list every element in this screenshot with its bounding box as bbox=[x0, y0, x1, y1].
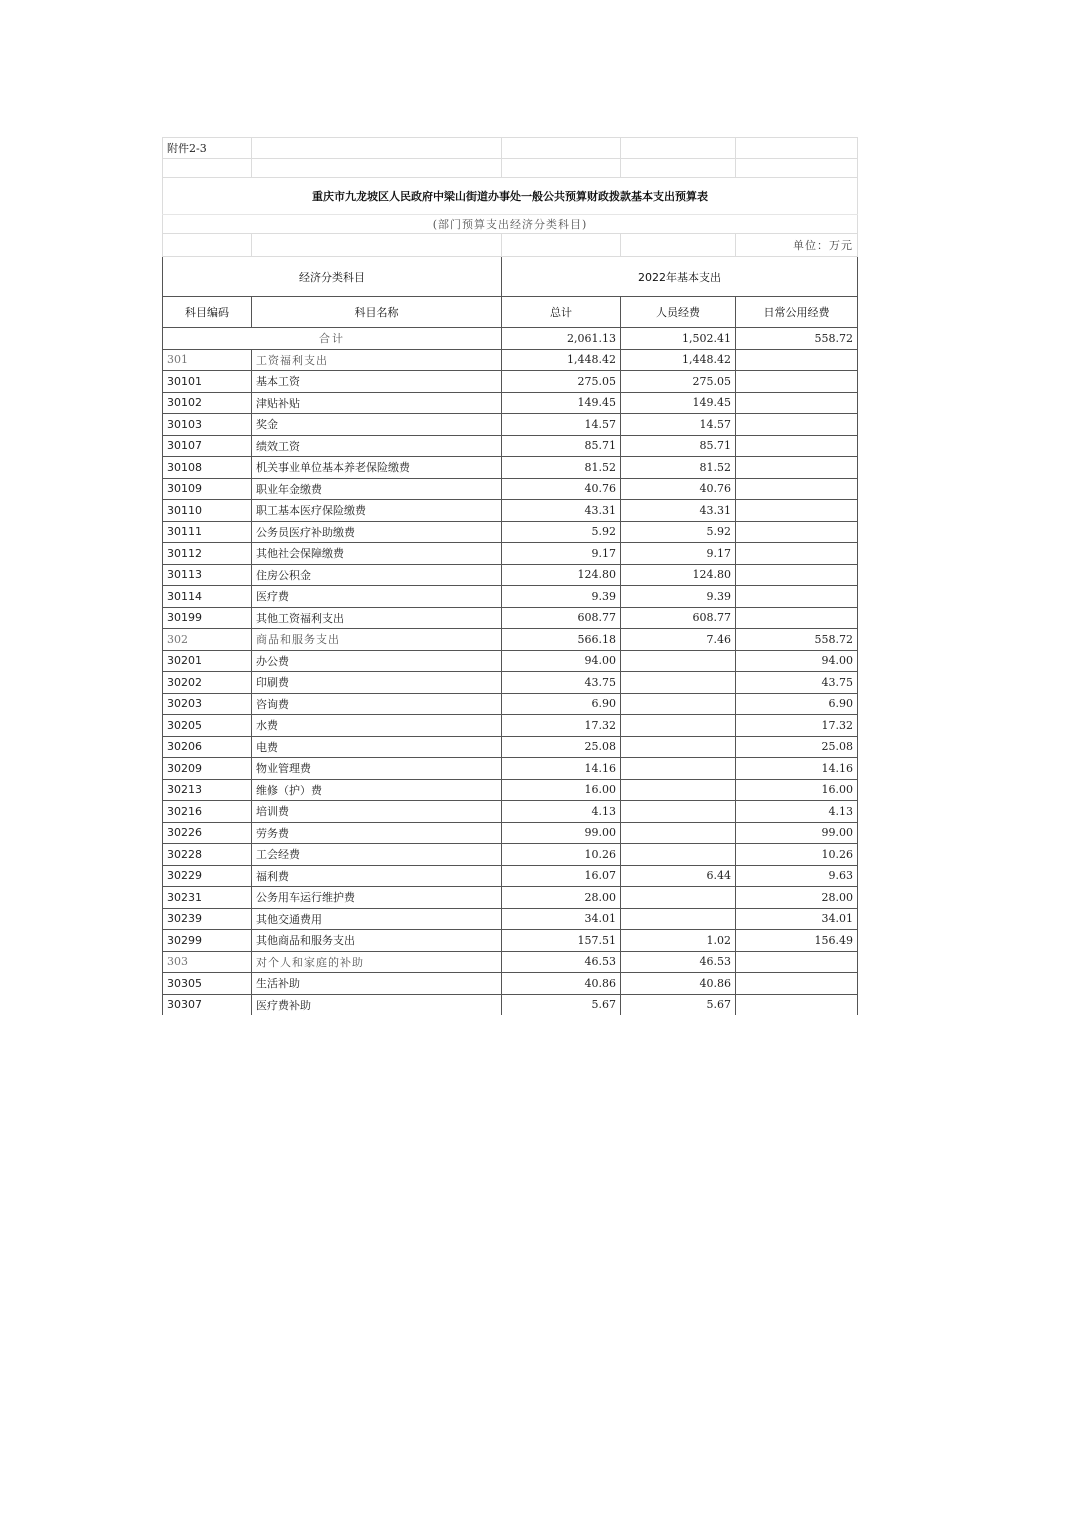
row-total: 94.00 bbox=[502, 650, 621, 672]
header-personnel: 人员经费 bbox=[621, 297, 736, 328]
row-personnel: 46.53 bbox=[621, 951, 736, 973]
row-public bbox=[736, 951, 858, 973]
row-public bbox=[736, 973, 858, 995]
row-name: 工会经费 bbox=[252, 844, 502, 866]
row-personnel: 1.02 bbox=[621, 930, 736, 952]
budget-table bbox=[162, 137, 858, 1015]
row-code: 30112 bbox=[163, 543, 252, 565]
row-code: 30202 bbox=[163, 672, 252, 694]
table-row bbox=[163, 564, 858, 586]
row-name: 公务用车运行维护费 bbox=[252, 887, 502, 909]
table-row bbox=[163, 672, 858, 694]
row-name: 绩效工资 bbox=[252, 435, 502, 457]
row-name: 办公费 bbox=[252, 650, 502, 672]
row-code: 30108 bbox=[163, 457, 252, 479]
row-personnel: 40.86 bbox=[621, 973, 736, 995]
table-row bbox=[163, 844, 858, 866]
row-code: 30307 bbox=[163, 994, 252, 1015]
row-total: 40.86 bbox=[502, 973, 621, 995]
table-row bbox=[163, 693, 858, 715]
row-code: 303 bbox=[163, 951, 252, 973]
row-code: 30205 bbox=[163, 715, 252, 737]
row-personnel bbox=[621, 779, 736, 801]
table-row bbox=[163, 629, 858, 651]
header-year-basic: 2022年基本支出 bbox=[502, 257, 858, 297]
table-row bbox=[163, 951, 858, 973]
row-name: 劳务费 bbox=[252, 822, 502, 844]
row-code: 301 bbox=[163, 349, 252, 371]
table-row bbox=[163, 801, 858, 823]
header-row-1 bbox=[163, 257, 858, 297]
row-name: 商品和服务支出 bbox=[252, 629, 502, 651]
row-total: 6.90 bbox=[502, 693, 621, 715]
row-code: 30113 bbox=[163, 564, 252, 586]
row-name: 电费 bbox=[252, 736, 502, 758]
total-label: 合计 bbox=[163, 328, 502, 350]
row-name: 咨询费 bbox=[252, 693, 502, 715]
row-total: 149.45 bbox=[502, 392, 621, 414]
row-name: 其他交通费用 bbox=[252, 908, 502, 930]
row-total: 9.17 bbox=[502, 543, 621, 565]
row-public: 17.32 bbox=[736, 715, 858, 737]
row-personnel bbox=[621, 822, 736, 844]
row-name: 医疗费补助 bbox=[252, 994, 502, 1015]
total-total: 2,061.13 bbox=[502, 328, 621, 350]
row-personnel bbox=[621, 693, 736, 715]
table-row bbox=[163, 887, 858, 909]
row-personnel bbox=[621, 887, 736, 909]
row-name: 福利费 bbox=[252, 865, 502, 887]
row-total: 10.26 bbox=[502, 844, 621, 866]
row-public: 28.00 bbox=[736, 887, 858, 909]
unit-row bbox=[163, 234, 858, 257]
row-public bbox=[736, 435, 858, 457]
row-public: 10.26 bbox=[736, 844, 858, 866]
subtitle-row bbox=[163, 215, 858, 234]
row-personnel: 7.46 bbox=[621, 629, 736, 651]
table-row bbox=[163, 930, 858, 952]
row-code: 30110 bbox=[163, 500, 252, 522]
table-row bbox=[163, 521, 858, 543]
row-personnel bbox=[621, 715, 736, 737]
row-public: 94.00 bbox=[736, 650, 858, 672]
row-personnel: 124.80 bbox=[621, 564, 736, 586]
row-name: 公务员医疗补助缴费 bbox=[252, 521, 502, 543]
table-row bbox=[163, 586, 858, 608]
table-row bbox=[163, 736, 858, 758]
row-public: 16.00 bbox=[736, 779, 858, 801]
row-public: 9.63 bbox=[736, 865, 858, 887]
row-personnel: 1,448.42 bbox=[621, 349, 736, 371]
row-personnel bbox=[621, 650, 736, 672]
row-code: 30216 bbox=[163, 801, 252, 823]
table-row bbox=[163, 908, 858, 930]
table-row bbox=[163, 414, 858, 436]
row-name: 基本工资 bbox=[252, 371, 502, 393]
row-public bbox=[736, 478, 858, 500]
row-personnel bbox=[621, 736, 736, 758]
page-subtitle: (部门预算支出经济分类科目) bbox=[163, 215, 858, 234]
row-name: 职工基本医疗保险缴费 bbox=[252, 500, 502, 522]
table-row bbox=[163, 371, 858, 393]
row-personnel bbox=[621, 801, 736, 823]
table-row bbox=[163, 779, 858, 801]
row-code: 30231 bbox=[163, 887, 252, 909]
row-total: 25.08 bbox=[502, 736, 621, 758]
row-name: 其他社会保障缴费 bbox=[252, 543, 502, 565]
total-personnel: 1,502.41 bbox=[621, 328, 736, 350]
row-personnel: 9.17 bbox=[621, 543, 736, 565]
row-total: 99.00 bbox=[502, 822, 621, 844]
table-row bbox=[163, 435, 858, 457]
row-code: 30201 bbox=[163, 650, 252, 672]
row-name: 培训费 bbox=[252, 801, 502, 823]
row-name: 奖金 bbox=[252, 414, 502, 436]
header-row-2 bbox=[163, 297, 858, 328]
table-row bbox=[163, 457, 858, 479]
row-personnel bbox=[621, 672, 736, 694]
row-code: 302 bbox=[163, 629, 252, 651]
row-name: 其他商品和服务支出 bbox=[252, 930, 502, 952]
row-public bbox=[736, 500, 858, 522]
blank-row bbox=[163, 159, 858, 178]
row-personnel: 608.77 bbox=[621, 607, 736, 629]
row-total: 40.76 bbox=[502, 478, 621, 500]
row-total: 34.01 bbox=[502, 908, 621, 930]
total-public: 558.72 bbox=[736, 328, 858, 350]
row-personnel: 6.44 bbox=[621, 865, 736, 887]
row-public: 4.13 bbox=[736, 801, 858, 823]
row-code: 30103 bbox=[163, 414, 252, 436]
row-total: 85.71 bbox=[502, 435, 621, 457]
table-row bbox=[163, 478, 858, 500]
row-total: 124.80 bbox=[502, 564, 621, 586]
row-public: 99.00 bbox=[736, 822, 858, 844]
row-name: 机关事业单位基本养老保险缴费 bbox=[252, 457, 502, 479]
table-row bbox=[163, 865, 858, 887]
row-code: 30111 bbox=[163, 521, 252, 543]
row-personnel: 149.45 bbox=[621, 392, 736, 414]
row-total: 5.92 bbox=[502, 521, 621, 543]
header-code: 科目编码 bbox=[163, 297, 252, 328]
row-name: 住房公积金 bbox=[252, 564, 502, 586]
row-name: 物业管理费 bbox=[252, 758, 502, 780]
annex-row bbox=[163, 138, 858, 159]
row-code: 30102 bbox=[163, 392, 252, 414]
annex-label: 附件2-3 bbox=[163, 138, 252, 159]
header-name: 科目名称 bbox=[252, 297, 502, 328]
row-code: 30299 bbox=[163, 930, 252, 952]
table-row bbox=[163, 349, 858, 371]
row-code: 30209 bbox=[163, 758, 252, 780]
row-code: 30107 bbox=[163, 435, 252, 457]
row-public bbox=[736, 607, 858, 629]
row-public: 6.90 bbox=[736, 693, 858, 715]
row-code: 30199 bbox=[163, 607, 252, 629]
row-code: 30239 bbox=[163, 908, 252, 930]
row-total: 566.18 bbox=[502, 629, 621, 651]
row-personnel: 5.67 bbox=[621, 994, 736, 1015]
table-row bbox=[163, 715, 858, 737]
table-row bbox=[163, 392, 858, 414]
row-total: 43.75 bbox=[502, 672, 621, 694]
row-total: 14.57 bbox=[502, 414, 621, 436]
row-personnel bbox=[621, 844, 736, 866]
row-code: 30109 bbox=[163, 478, 252, 500]
row-public bbox=[736, 586, 858, 608]
row-total: 17.32 bbox=[502, 715, 621, 737]
table-row bbox=[163, 607, 858, 629]
row-name: 水费 bbox=[252, 715, 502, 737]
row-personnel bbox=[621, 908, 736, 930]
row-public: 156.49 bbox=[736, 930, 858, 952]
header-public: 日常公用经费 bbox=[736, 297, 858, 328]
row-name: 职业年金缴费 bbox=[252, 478, 502, 500]
row-total: 275.05 bbox=[502, 371, 621, 393]
row-total: 157.51 bbox=[502, 930, 621, 952]
total-row bbox=[163, 328, 858, 350]
row-total: 14.16 bbox=[502, 758, 621, 780]
row-code: 30206 bbox=[163, 736, 252, 758]
table-row bbox=[163, 500, 858, 522]
row-public bbox=[736, 994, 858, 1015]
row-name: 生活补助 bbox=[252, 973, 502, 995]
row-personnel bbox=[621, 758, 736, 780]
row-public bbox=[736, 543, 858, 565]
title-row bbox=[163, 178, 858, 215]
header-econ-class: 经济分类科目 bbox=[163, 257, 502, 297]
row-name: 维修（护）费 bbox=[252, 779, 502, 801]
row-code: 30226 bbox=[163, 822, 252, 844]
page-title: 重庆市九龙坡区人民政府中梁山街道办事处一般公共预算财政拨款基本支出预算表 bbox=[163, 178, 858, 215]
table-row bbox=[163, 994, 858, 1015]
row-total: 1,448.42 bbox=[502, 349, 621, 371]
table-row bbox=[163, 543, 858, 565]
row-public: 14.16 bbox=[736, 758, 858, 780]
row-name: 工资福利支出 bbox=[252, 349, 502, 371]
row-personnel: 85.71 bbox=[621, 435, 736, 457]
row-code: 30114 bbox=[163, 586, 252, 608]
row-total: 608.77 bbox=[502, 607, 621, 629]
row-public bbox=[736, 457, 858, 479]
row-code: 30228 bbox=[163, 844, 252, 866]
row-personnel: 40.76 bbox=[621, 478, 736, 500]
row-public: 25.08 bbox=[736, 736, 858, 758]
row-name: 印刷费 bbox=[252, 672, 502, 694]
row-code: 30305 bbox=[163, 973, 252, 995]
row-personnel: 43.31 bbox=[621, 500, 736, 522]
row-code: 30229 bbox=[163, 865, 252, 887]
row-public bbox=[736, 392, 858, 414]
row-public bbox=[736, 564, 858, 586]
row-public bbox=[736, 414, 858, 436]
row-total: 28.00 bbox=[502, 887, 621, 909]
row-public bbox=[736, 521, 858, 543]
row-code: 30203 bbox=[163, 693, 252, 715]
row-name: 对个人和家庭的补助 bbox=[252, 951, 502, 973]
row-total: 16.07 bbox=[502, 865, 621, 887]
row-public: 558.72 bbox=[736, 629, 858, 651]
row-personnel: 275.05 bbox=[621, 371, 736, 393]
row-name: 其他工资福利支出 bbox=[252, 607, 502, 629]
row-total: 46.53 bbox=[502, 951, 621, 973]
row-personnel: 81.52 bbox=[621, 457, 736, 479]
row-total: 5.67 bbox=[502, 994, 621, 1015]
row-personnel: 5.92 bbox=[621, 521, 736, 543]
row-total: 4.13 bbox=[502, 801, 621, 823]
row-total: 9.39 bbox=[502, 586, 621, 608]
row-public bbox=[736, 371, 858, 393]
row-total: 16.00 bbox=[502, 779, 621, 801]
row-code: 30101 bbox=[163, 371, 252, 393]
unit-label: 单位：万元 bbox=[736, 234, 858, 257]
row-code: 30213 bbox=[163, 779, 252, 801]
row-total: 43.31 bbox=[502, 500, 621, 522]
row-public: 34.01 bbox=[736, 908, 858, 930]
table-row bbox=[163, 822, 858, 844]
row-name: 医疗费 bbox=[252, 586, 502, 608]
row-public bbox=[736, 349, 858, 371]
table-row bbox=[163, 758, 858, 780]
row-total: 81.52 bbox=[502, 457, 621, 479]
row-public: 43.75 bbox=[736, 672, 858, 694]
table-row bbox=[163, 973, 858, 995]
row-personnel: 9.39 bbox=[621, 586, 736, 608]
row-personnel: 14.57 bbox=[621, 414, 736, 436]
row-name: 津贴补贴 bbox=[252, 392, 502, 414]
header-total: 总计 bbox=[502, 297, 621, 328]
table-row bbox=[163, 650, 858, 672]
